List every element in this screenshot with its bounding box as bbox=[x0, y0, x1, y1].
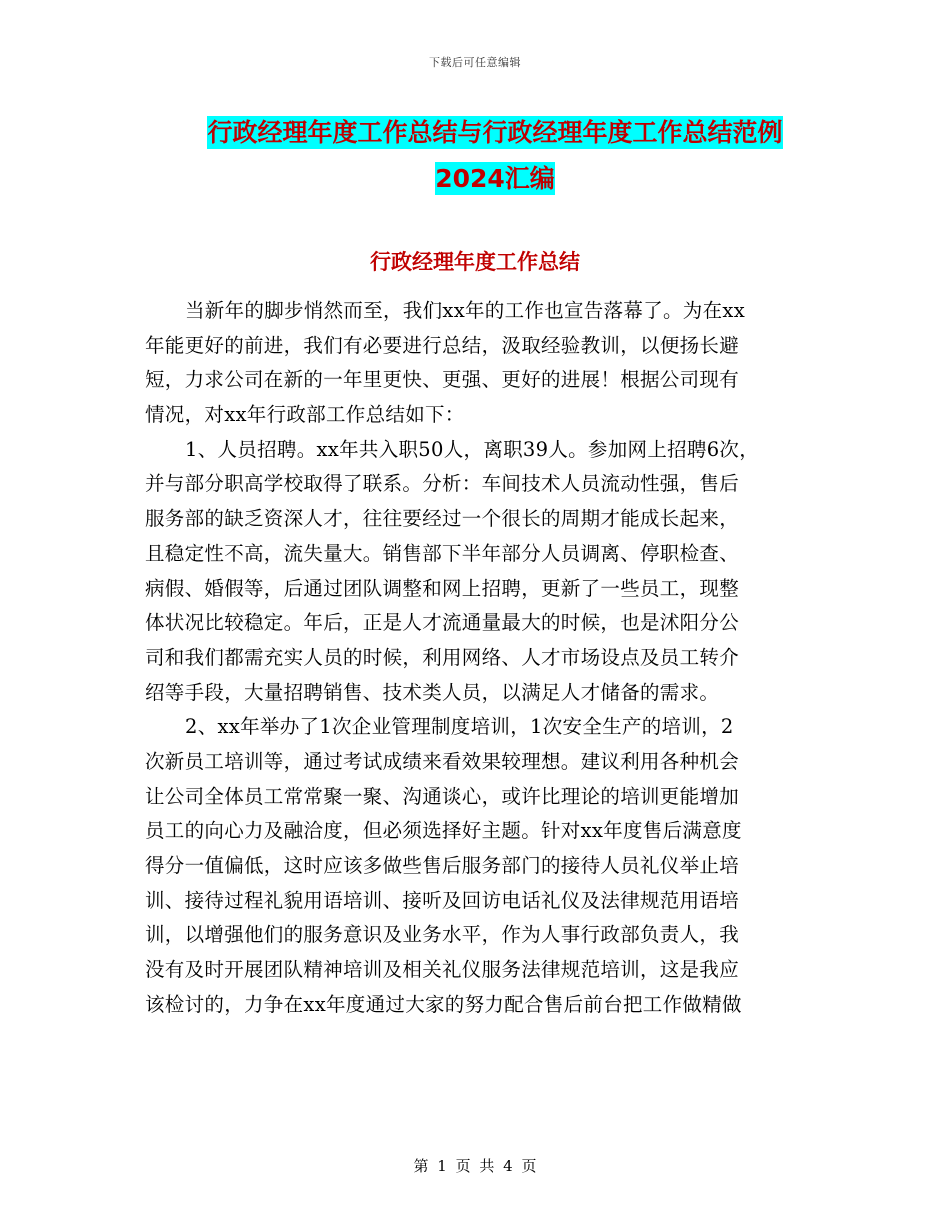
body-line: 训、接待过程礼貌用语培训、接听及回访电话礼仪及法律规范用语培 bbox=[145, 888, 740, 912]
body-line: 且稳定性不高，流失量大。销售部下半年部分人员调离、停职检查、 bbox=[145, 541, 740, 565]
body-line: 让公司全体员工常常聚一聚、沟通谈心，或许比理论的培训更能增加 bbox=[145, 784, 740, 808]
body-line: 1、人员招聘。xx年共入职50人，离职39人。参加网上招聘6次， bbox=[185, 437, 760, 461]
body-line: 并与部分职高学校取得了联系。分析：车间技术人员流动性强，售后 bbox=[145, 472, 740, 496]
document-title bbox=[150, 110, 840, 202]
page-number-footer: 第 1 页 共 4 页 bbox=[413, 1157, 537, 1175]
body-line: 情况，对xx年行政部工作总结如下： bbox=[145, 403, 465, 427]
body-line: 该检讨的，力争在xx年度通过大家的努力配合售后前台把工作做精做 bbox=[145, 992, 742, 1016]
body-line: 当新年的脚步悄然而至，我们xx年的工作也宣告落幕了。为在xx bbox=[185, 299, 745, 322]
body-line: 员工的向心力及融洽度，但必须选择好主题。针对xx年度售后满意度 bbox=[145, 819, 742, 843]
body-line: 绍等手段，大量招聘销售、技术类人员，以满足人才储备的需求。 bbox=[145, 680, 720, 704]
body-line: 年能更好的前进，我们有必要进行总结，汲取经验教训，以便扬长避 bbox=[145, 333, 740, 357]
body-line: 训，以增强他们的服务意识及业务水平，作为人事行政部负责人，我 bbox=[145, 923, 740, 947]
header-note: 下载后可任意编辑 bbox=[429, 56, 521, 69]
body-line: 病假、婚假等，后通过团队调整和网上招聘，更新了一些员工，现整 bbox=[145, 576, 740, 600]
document-title-line-2: 2024汇编 bbox=[435, 164, 555, 193]
body-line: 次新员工培训等，通过考试成绩来看效果较理想。建议利用各种机会 bbox=[145, 749, 740, 773]
body-line: 司和我们都需充实人员的时候，利用网络、人才市场设点及员工转介 bbox=[145, 645, 740, 669]
body-line: 得分一值偏低，这时应该多做些售后服务部门的接待人员礼仪举止培 bbox=[145, 854, 740, 877]
body-line: 服务部的缺乏资深人才，往往要经过一个很长的周期才能成长起来， bbox=[145, 507, 740, 531]
body-text bbox=[145, 294, 813, 1022]
section-title: 行政经理年度工作总结 bbox=[370, 250, 580, 274]
document-title-line-1: 行政经理年度工作总结与行政经理年度工作总结范例 bbox=[207, 118, 783, 147]
body-line: 短，力求公司在新的一年里更快、更强、更好的进展！根据公司现有 bbox=[145, 368, 740, 392]
body-line: 体状况比较稳定。年后，正是人才流通量最大的时候，也是沭阳分公 bbox=[145, 611, 740, 635]
body-line: 2、xx年举办了1次企业管理制度培训，1次安全生产的培训，2 bbox=[185, 715, 734, 739]
body-line: 没有及时开展团队精神培训及相关礼仪服务法律规范培训，这是我应 bbox=[145, 958, 740, 982]
